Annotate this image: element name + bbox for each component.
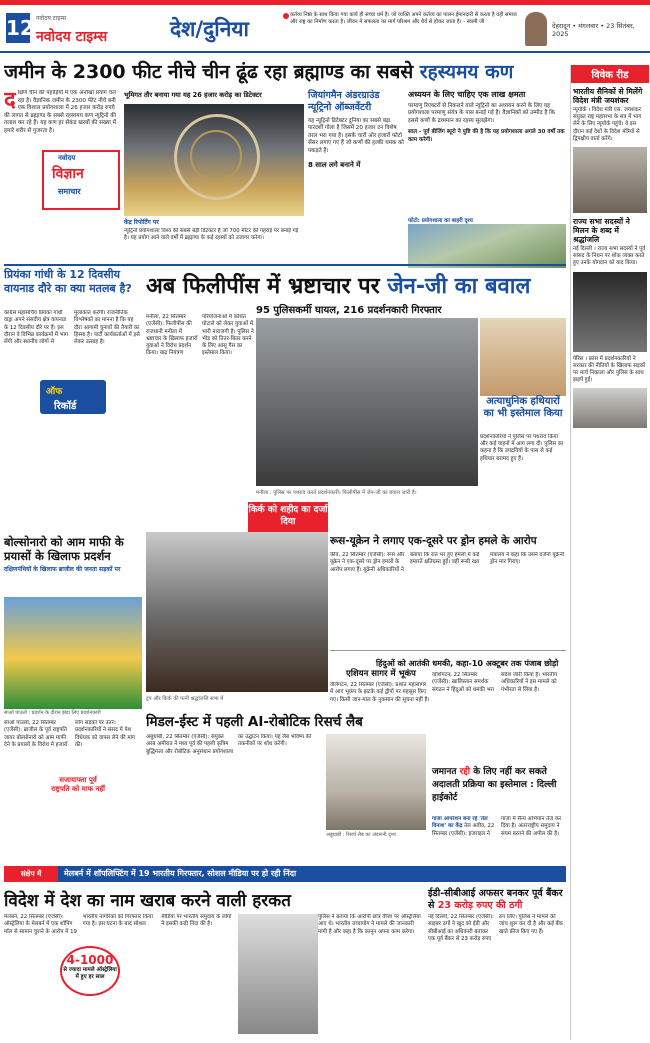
bolsonaro-headline-box [4,535,142,595]
detector-inner-shape [190,130,242,182]
gaza-title: गाजा आपरेशन बना रहे 'तेल विनाश' का केंद्र [432,816,488,830]
sidebar-photo-2 [573,272,647,352]
quote-bullet-icon [283,13,289,19]
philippines-body: मनीला, 22 सितम्बर (एजेंसी): फिलीपींस की राजधानी मनीला में भ्रष्टाचार के खिलाफ हजारों युवाओं ने विरोध प्रदर्शन किया। बाढ़ नियंत्रण परियोजनाओं में कथित घोटाले को लेकर युवाओं में भारी नाराजगी है। पुलिस ने भीड़ को तितर-बितर करने के लिए आंसू गैस का इस्तेमाल किया। [146,314,254,357]
sidebar-photo-1 [573,147,647,213]
vigyan-line-1: नवोदय [58,154,76,162]
weapons-body: प्रदर्शनकारियों ने पुलिस पर पथराव किया और कई वाहनों में आग लगा दी। पुलिस का कहना है कि उपद्रवियों के पास से कई हथियार बरामद हुए हैं। [480,434,564,462]
main-headline-highlight: रहस्यमय कण [419,61,514,83]
melbourne-photo [238,914,318,1034]
ed-headline-pre: ईडी-सीबीआई अफसर बनकर पूर्व बैंकर से [428,888,563,911]
priyanka-headline: प्रियंका गांधी के 12 दिवसीय वायनाड दौरे का क्या मतलब है? [4,268,132,295]
weapons-subheadline: अत्याधुनिक हथियारों का भी इस्तेमाल किया [483,396,563,419]
paper-name: नवोदय टाइम्स [36,29,108,45]
vigyan-line-3: समाचार [58,187,81,196]
bolsonaro-subheadline: दक्षिणपंथियों के खिलाफ ब्राजील की जनता सड़कों पर [4,566,121,573]
study-title: अध्ययन के लिए चाहिए एक लाख क्षमता [408,90,526,99]
news-brief-strip [4,866,566,882]
quote-author: - स्वामी जी [463,19,485,25]
russia-ukraine-headline: रूस-यूक्रेन ने लगाए एक-दूसरे पर ड्रोन हमले के आरोप [330,535,537,547]
vivek-read-sidebar [570,65,649,1040]
bolsonaro-pull-quote: सजायाफ्ता पूर्व राष्ट्रपति को माफ नहीं [50,776,106,816]
philippines-subheadline: 95 पुलिसकर्मी घायल, 216 प्रदर्शनकारी गिरफ्तार [256,305,442,316]
philippines-photo-caption: मनीला : पुलिस पर पथराव करते प्रदर्शनकारी। फिलीपींस में जेन-जी का बवाल जारी है। [256,490,417,496]
hindu-threat-headline: हिंदुओं को आतंकी धमकी, कहा-10 अक्टूबर तक पंजाब छोड़ो [376,659,559,668]
gaza-text: तेल अवीव, 22 सितम्बर (एजेंसी): इजराइल ने गाजा में सैन्य अभियान तेज कर दिया है। अंतरराष्ट्रीय समुदाय ने संयम बरतने की अपील की है। [432,816,562,837]
kirk-photo-caption: ट्रंप और किर्क की पत्नी श्रद्धांजलि सभा में [146,696,224,702]
cave-caption: न्यूट्रिनो प्रयोगशाला विश्व की सबसे बड़ी डिटेक्टर है जो 700 मीटर की गहराई पर बनाई गई है। यह प्रयोग आने वाले वर्षों में ब्रह्माण्ड के कई रहस्यों को उजागर करेगा। [124,228,299,241]
cave-caption-label: केंद्र रिपोर्टिंग पर [124,219,159,226]
quote-text: कर्तव्य निष्ठा के साथ किया गया कार्य ही सच्चा धर्म है। जो व्यक्ति अपने कर्तव्य का पालन ईमानदारी से करता है वही समाज और राष्ट्र का निर्माण करता है। जीवन में सफलता का मार्ग परिश्रम और धैर्य से होकर जाता है। [290,12,517,25]
protest-sign-photo [480,318,566,396]
videsh-body-2: पुलिस ने बताया कि आरोपी छात्र वीजा पर ऑस्ट्रेलिया आए थे। भारतीय उच्चायोग ने मामले की जानकारी मांगी है और कहा है कि कानून अपना काम करेगा। [318,914,421,935]
ed-fraud-headline [428,888,568,912]
section-divider [4,264,566,266]
dateline: देहरादून • मंगलवार • 23 सितंबर, 2025 [552,22,635,38]
sidebar-headline-1: भारतीय सैनिकों से मिलेंगे विदेश मंत्री जयशंकर [573,87,643,105]
detector-photo [124,104,304,216]
sidebar-headline-2: राज्य सभा सदस्यों ने मिलन के शब्द में श्रद्धांजलि [573,217,630,245]
manila-protest-photo [256,318,478,486]
jaman-headline-highlight: रद्दी [459,767,471,777]
videsh-headline: विदेश में देश का नाम खराब करने वाली हरकत [4,891,291,911]
sidebar-photo-3 [573,388,647,428]
observatory-title: जियांगमैन अंडरग्राउंड न्यूट्रिनो ऑब्जर्वेटरी [308,90,380,113]
jaman-headline-post: के लिए नहीं कर सकते अदालती प्रक्रिया का इस्तेमाल : दिल्ली हाईकोर्ट [432,767,557,803]
brazil-protest-photo [4,597,142,709]
asia-quake-headline: एशियन सागर में भूकंप [346,669,416,679]
philippines-headline-text: अब फिलीपींस में भ्रष्टाचार पर [146,274,380,299]
ed-headline-highlight: 23 करोड़ रुपए की ठगी [437,900,523,911]
cave-subheadline: भूमिगत तौर बनाया गया यह 26 हजार करोड़ का डिटेक्टर [124,91,262,99]
hindu-threat-body: वाशिंगटन, 22 सितम्बर (एजेंसी): खालिस्तान समर्थक संगठन ने हिंदुओं को धमकी भरा संदेश जारी किया है। भारतीय अधिकारियों ने इस मामले को गंभीरता से लिया है। [432,672,557,693]
ai-lab-headline: मिडल-ईस्ट में पहली AI-रोबोटिक रिसर्च लैब [146,714,363,730]
bolsonaro-body: साओ पाउलो, 22 सितम्बर (एजेंसी): ब्राजील के पूर्व राष्ट्रपति जायर बोल्सोनारो को आम माफी देने के प्रयासों के विरोध में हजारों लोग सड़कों पर उतरे। प्रदर्शनकारियों ने संसद में पेश विधेयक को वापस लेने की मांग की। [4,720,136,748]
off-record-line-1: ऑफ [46,387,63,397]
off-record-badge [40,380,106,414]
priyanka-headline-box [4,268,140,306]
vigyan-line-2: विज्ञान [52,166,84,182]
brief-label: संक्षेप में [4,866,58,882]
kirk-memorial-photo [146,532,328,692]
daily-quote [290,12,520,48]
gaza-body [432,816,566,868]
videsh-body: मेलबर्न, 22 सितम्बर (एजेंसी): ऑस्ट्रेलिया के मेलबर्न में एक शॉपिंग मॉल से सामान चुराने के आरोप में 19 भारतीय नागरिकों को गिरफ्तार किया गया है। इस घटना के बाद सोशल मीडिया पर भारतीय समुदाय के लोगों ने इसकी कड़ी निंदा की है। [4,914,232,935]
jaman-headline [432,764,568,803]
cases-badge-number: 4-1000 [66,953,114,967]
bolsonaro-photo-caption: साओ पाउलो : प्रदर्शन के दौरान झंडा लिए प्रदर्शनकारी [4,710,101,716]
ai-lab-caption: अबुधाबी : रिसर्च लैब का अंदरूनी दृश्य [326,832,396,838]
paper-small-name: नवोदय टाइम्स [36,15,67,22]
ed-fraud-body: नई दिल्ली, 22 सितम्बर (एजेंसी): साइबर ठगों ने खुद को ईडी और सीबीआई का अधिकारी बताकर एक पूर्व बैंकर से 23 करोड़ रुपए ठग लिए। पुलिस ने मामले की जांच शुरू कर दी है और कई बैंक खाते फ्रीज किए गए हैं। [428,914,563,942]
cases-badge-desc: से ज्यादा मामले ऑस्ट्रेलिया में हुए हर साल [63,967,117,980]
solar-caption: फोटो: प्रयोगशाला का बाहरी दृश्य [408,218,473,224]
main-story-intro-text: क्षिण चीन की पहाड़ियों में एक अनोखा प्रयोग चल रहा है। वैज्ञानिक जमीन के 2300 फीट नीचे बनी एक विशाल प्रयोगशाला में 26 हजार करोड़ रुपये की लागत से ब्रह्माण्ड के सबसे रहस्यमय कण न्यूट्रिनो की तलाश कर रहे हैं। यह कण हर सेकंड खरबों की संख्या में हमारे शरीर से गुजरता है। [4,90,117,134]
bolsonaro-headline: बोल्सोनारो को आम माफी के प्रयासों के खिलाफ प्रदर्शन [4,535,124,563]
sidebar-body-2: नई दिल्ली । राज्य सभा सदस्यों ने पूर्व सांसद के निधन पर शोक व्यक्त करते हुए उनके योगदान को याद किया। [573,246,646,267]
jaman-headline-pre: जमानत [432,767,457,777]
rule-line [330,650,566,651]
observatory-text: यह न्यूट्रिनो डिटेक्टर दुनिया का सबसे बड़ा पारदर्शी गोला है जिसमें 20 हजार टन विशेष तरल भरा गया है। इसके चारों ओर हजारों फोटो सेंसर लगाए गए हैं जो कणों की हल्की चमक को पकड़ते हैं। [308,118,404,154]
vivek-read-label: विवेक रीड [571,65,649,83]
ai-lab-photo [326,734,426,830]
philippines-headline [146,270,566,302]
study-text: परमाणु रिएक्टरों से निकलने वाले न्यूट्रिनो का अध्ययन करने के लिए यह प्रयोगशाला परमाणु संयंत्र के पास बनाई गई है। वैज्ञानिकों को उम्मीद है कि इससे कणों के द्रव्यमान का रहस्य सुलझेगा। [408,103,555,124]
sidebar-body-1: न्यूयॉर्क । विदेश मंत्री एस. जयशंकर संयुक्त राष्ट्र महासभा के सत्र में भाग लेने के लिए न्यूयॉर्क पहुंचे। वे इस दौरान कई देशों के विदेश मंत्रियों से द्विपक्षीय वार्ता करेंगे। [573,107,642,142]
main-headline [4,58,644,84]
observatory-key-fact: 8 साल लगे बनाने में [308,161,361,170]
asia-quake-body: वेलिंगटन, 22 सितम्बर (एजेंसी): प्रशांत महासागर में आए भूकंप के झटके कई द्वीपों पर महसूस किए गए। किसी जान-माल के नुकसान की सूचना नहीं है। [330,682,430,703]
drop-cap: द [4,90,16,113]
page-number: 12 [6,13,30,43]
philippines-headline-highlight: जेन-जी का बवाल [387,274,531,299]
section-title: देश/दुनिया [170,17,249,41]
cases-badge [60,946,120,996]
main-headline-text: जमीन के 2300 फीट नीचे चीन ढूंढ रहा ब्रह्माण्ड का सबसे [4,61,414,83]
quote-portrait-image [525,12,547,46]
priyanka-body: कांग्रेस महासचिव प्रियंका गांधी वाड्रा अपने संसदीय क्षेत्र वायनाड के 12 दिवसीय दौरे पर हैं। इस दौरान वे विभिन्न कार्यक्रमों में भाग लेंगी और स्थानीय लोगों से मुलाकात करेंगी। राजनीतिक विश्लेषकों का मानना है कि यह दौरा आगामी चुनावों की तैयारी का हिस्सा है। पार्टी कार्यकर्ताओं में इसे लेकर उत्साह है। [4,310,140,346]
off-record-line-2: रिकॉर्ड [54,401,77,412]
masthead [0,5,650,53]
study-text-2: साल - पूर्व बीजिंग ब्यूरो ने पुष्टि की है कि यह प्रयोगशाला अगले 30 वर्षों तक काम करेगी। [408,129,565,143]
ai-lab-body: अबुधाबी, 22 सितम्बर (एजेंसी): संयुक्त अरब अमीरात ने मध्य पूर्व की पहली कृत्रिम बुद्धिमत्ता और रोबोटिक अनुसंधान प्रयोगशाला का उद्घाटन किया। यह लैब भविष्य की तकनीकों पर शोध करेगी। [146,734,312,755]
observatory-block [308,90,404,266]
brief-text: मेलबर्न में शॉपलिफ्टिंग में 19 भारतीय गिरफ्तार, सोशल मीडिया पर हो रही निंदा [64,869,297,878]
lab-exterior-photo [408,224,566,268]
russia-ukraine-body: कीव, 22 सितम्बर (एजेंसी): रूस और यूक्रेन ने एक-दूसरे पर ड्रोन हमलों के आरोप लगाए हैं। यूक्रेनी अधिकारियों ने बताया कि रात भर हुए हमलों में कई इमारतें क्षतिग्रस्त हुईं। वहीं रूसी रक्षा मंत्रालय ने कहा कि उसने दर्जनों यूक्रेनी ड्रोन मार गिराए। [330,552,565,573]
sidebar-body-3: पेरिस । फ्रांस में प्रदर्शनकारियों ने सरकार की नीतियों के खिलाफ सड़कों पर मार्च निकाला और पुलिस के साथ झड़पें हुईं। [573,355,646,384]
vigyan-samachar-badge [42,150,120,210]
kirk-label-box: किर्क को शहीद का दर्जा दिया [248,502,328,532]
